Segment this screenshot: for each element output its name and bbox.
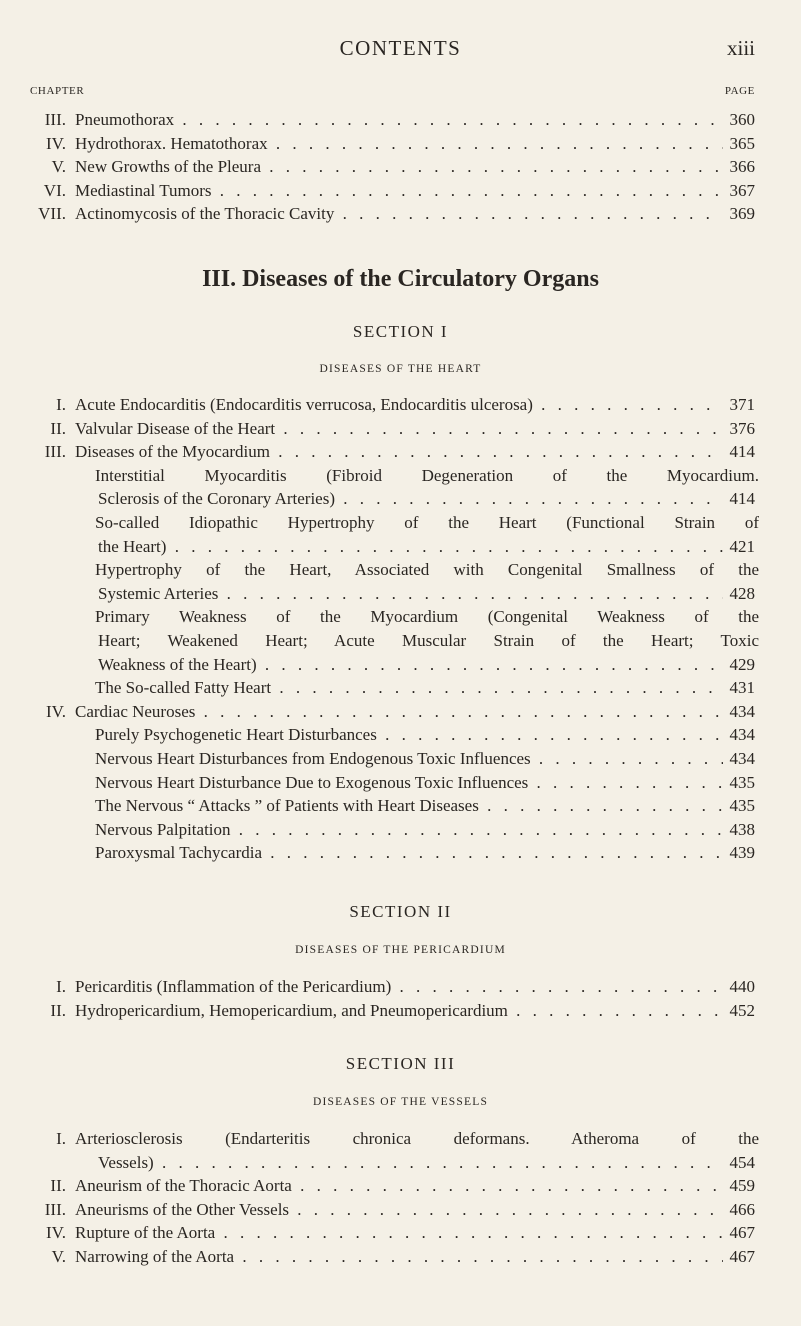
subentry-title: So-called Idiopathic Hypertrophy of the Heart (Functional Strain of bbox=[95, 512, 759, 532]
toc-subentry-continued bbox=[0, 653, 801, 677]
toc-entry bbox=[0, 440, 801, 464]
page-ref: 369 bbox=[729, 204, 755, 224]
page-ref: 438 bbox=[729, 819, 755, 839]
subentry-title: The Nervous “ Attacks ” of Patients with Heart Diseases . . . bbox=[95, 794, 723, 818]
chapter-number: III. bbox=[44, 442, 66, 462]
toc-subentry bbox=[0, 818, 801, 842]
subentry-title: Hypertrophy of the Heart, Associated with Congenital Smallness of the bbox=[95, 560, 759, 580]
toc-subentry bbox=[0, 511, 801, 535]
toc-subentry bbox=[0, 771, 801, 795]
toc-entry-continued bbox=[0, 1151, 801, 1175]
chapter-title: Vessels) . . . bbox=[98, 1151, 723, 1175]
section-subtitle: DISEASES OF THE HEART bbox=[319, 363, 482, 375]
subentry-title: Paroxysmal Tachycardia . . . bbox=[95, 841, 723, 865]
chapter-number: VI. bbox=[43, 180, 66, 200]
section-subtitle: DISEASES OF THE VESSELS bbox=[312, 1096, 489, 1108]
section-title: SECTION II bbox=[349, 902, 452, 921]
chapter-number: II. bbox=[50, 1000, 66, 1020]
toc-entry bbox=[0, 202, 801, 226]
chapter-title: Pericarditis (Inflammation of the Pericardium) . . . bbox=[75, 975, 723, 999]
section-title: SECTION I bbox=[352, 322, 449, 341]
toc-entry bbox=[0, 108, 801, 132]
page-ref: 376 bbox=[729, 418, 755, 438]
toc-subentry bbox=[0, 747, 801, 771]
chapter-number: II. bbox=[50, 1176, 66, 1196]
chapter-title: New Growths of the Pleura . . . bbox=[75, 155, 723, 179]
page-ref: 429 bbox=[729, 654, 755, 674]
toc-subentry bbox=[0, 676, 801, 700]
chapter-title: Hydropericardium, Hemopericardium, and Pneumopericardium . . . bbox=[75, 999, 723, 1023]
section-2-entries bbox=[0, 975, 801, 1022]
page-ref: 421 bbox=[729, 536, 755, 556]
chapter-title: Pneumothorax . . . bbox=[75, 108, 723, 132]
page-ref: 467 bbox=[729, 1223, 755, 1243]
toc-subentry bbox=[0, 723, 801, 747]
subentry-title: Nervous Heart Disturbance Due to Exogenous Toxic Influences . . . bbox=[95, 771, 723, 795]
toc-entry bbox=[0, 393, 801, 417]
toc-entry bbox=[0, 1174, 801, 1198]
subentry-title: Interstitial Myocarditis (Fibroid Degeneration of the Myocardium. bbox=[95, 465, 759, 485]
intro-entries bbox=[0, 108, 801, 226]
toc-subentry-continued bbox=[0, 629, 801, 653]
toc-subentry-continued bbox=[0, 487, 801, 511]
toc-subentry-continued bbox=[0, 582, 801, 606]
chapter-title: Diseases of the Myocardium . . . bbox=[75, 440, 723, 464]
toc-subentry bbox=[0, 558, 801, 582]
toc-entry bbox=[0, 179, 801, 203]
subentry-title: Sclerosis of the Coronary Arteries) . . . bbox=[98, 487, 723, 511]
section-subtitle: DISEASES OF THE PERICARDIUM bbox=[295, 944, 506, 956]
page-number: xiii bbox=[726, 36, 755, 60]
page-ref: 435 bbox=[729, 772, 755, 792]
chapter-title: Aneurisms of the Other Vessels . . . bbox=[75, 1198, 723, 1222]
toc-subentry bbox=[0, 841, 801, 865]
chapter-title: Actinomycosis of the Thoracic Cavity . . . bbox=[75, 202, 723, 226]
toc-entry bbox=[0, 1127, 801, 1151]
page-ref: 466 bbox=[729, 1199, 755, 1219]
page-ref: 440 bbox=[729, 977, 755, 996]
chapter-number: III. bbox=[44, 1199, 66, 1219]
part-heading: III. Diseases of the Circulatory Organs bbox=[202, 266, 599, 292]
page-ref: 439 bbox=[729, 843, 755, 863]
section-1-entries bbox=[0, 393, 801, 865]
page-ref: 431 bbox=[729, 678, 755, 698]
toc-entry bbox=[0, 417, 801, 441]
subentry-title: Heart; Weakened Heart; Acute Muscular Strain of the Heart; Toxic bbox=[98, 630, 759, 650]
subentry-title: the Heart) . . . bbox=[98, 535, 723, 559]
chapter-number: IV. bbox=[46, 1223, 66, 1243]
chapter-number: V. bbox=[51, 157, 66, 177]
page-ref: 428 bbox=[729, 583, 755, 603]
chapter-title: Narrowing of the Aorta . . . bbox=[75, 1245, 723, 1269]
toc-entry bbox=[0, 1198, 801, 1222]
page-ref: 434 bbox=[729, 748, 755, 768]
toc-entry bbox=[0, 700, 801, 724]
page-ref: 459 bbox=[729, 1176, 755, 1196]
page-ref: 414 bbox=[729, 489, 755, 509]
chapter-title: Arteriosclerosis (Endarteritis chronica deformans. Atheroma of the bbox=[75, 1129, 759, 1148]
toc-entry bbox=[0, 1245, 801, 1269]
toc-entry bbox=[0, 999, 801, 1023]
page-ref: 360 bbox=[729, 110, 755, 129]
page-ref: 467 bbox=[729, 1246, 755, 1266]
chapter-title: Hydrothorax. Hematothorax . . . bbox=[75, 132, 723, 156]
chapter-number: IV. bbox=[46, 701, 66, 721]
page-ref: 452 bbox=[729, 1000, 755, 1020]
page-title: CONTENTS bbox=[339, 36, 462, 60]
page-ref: 366 bbox=[729, 157, 755, 177]
subentry-title: Weakness of the Heart) . . . bbox=[98, 653, 723, 677]
toc-subentry bbox=[0, 794, 801, 818]
page-ref: 414 bbox=[729, 442, 755, 462]
page-ref: 434 bbox=[729, 701, 755, 721]
chapter-title: Aneurism of the Thoracic Aorta . . . bbox=[75, 1174, 723, 1198]
chapter-number: I. bbox=[56, 977, 66, 996]
page-ref: 435 bbox=[729, 796, 755, 816]
column-heads bbox=[30, 85, 755, 101]
subentry-title: Nervous Heart Disturbances from Endogenous Toxic Influences . . . bbox=[95, 747, 723, 771]
chapter-title: Cardiac Neuroses . . . bbox=[75, 700, 723, 724]
chapter-title: Rupture of the Aorta . . . bbox=[75, 1221, 723, 1245]
chapter-number: V. bbox=[51, 1246, 66, 1266]
chapter-number: VII. bbox=[38, 204, 66, 224]
running-head bbox=[0, 36, 801, 64]
chapter-title: Valvular Disease of the Heart . . . bbox=[75, 417, 723, 441]
chapter-number: I. bbox=[56, 1129, 66, 1148]
chapter-title: Mediastinal Tumors . . . bbox=[75, 179, 723, 203]
toc-entry bbox=[0, 155, 801, 179]
section-3-entries bbox=[0, 1127, 801, 1269]
subentry-title: The So-called Fatty Heart . . . bbox=[95, 676, 723, 700]
toc-subentry bbox=[0, 464, 801, 488]
chapter-title: Acute Endocarditis (Endocarditis verrucosa, Endocarditis ulcerosa) . . . bbox=[75, 393, 723, 417]
chapter-number: IV. bbox=[46, 133, 66, 153]
chapter-number: III. bbox=[44, 110, 66, 129]
toc-entry bbox=[0, 975, 801, 999]
page-ref: 454 bbox=[729, 1152, 755, 1172]
toc-subentry-continued bbox=[0, 535, 801, 559]
subentry-title: Primary Weakness of the Myocardium (Congenital Weakness of the bbox=[95, 607, 759, 627]
page-ref: 367 bbox=[729, 180, 755, 200]
toc-entry bbox=[0, 132, 801, 156]
chapter-number: II. bbox=[50, 418, 66, 438]
subentry-title: Purely Psychogenetic Heart Disturbances . . . bbox=[95, 723, 723, 747]
page-ref: 434 bbox=[729, 725, 755, 745]
chapter-column-head: CHAPTER bbox=[30, 85, 85, 97]
page-ref: 365 bbox=[729, 133, 755, 153]
subentry-title: Nervous Palpitation . . . bbox=[95, 818, 723, 842]
toc-entry bbox=[0, 1221, 801, 1245]
chapter-number: I. bbox=[56, 395, 66, 414]
page-column-head: PAGE bbox=[724, 85, 755, 97]
page-ref: 371 bbox=[729, 395, 755, 414]
subentry-title: Systemic Arteries . . . bbox=[98, 582, 723, 606]
section-title: SECTION III bbox=[345, 1054, 456, 1073]
toc-subentry bbox=[0, 605, 801, 629]
